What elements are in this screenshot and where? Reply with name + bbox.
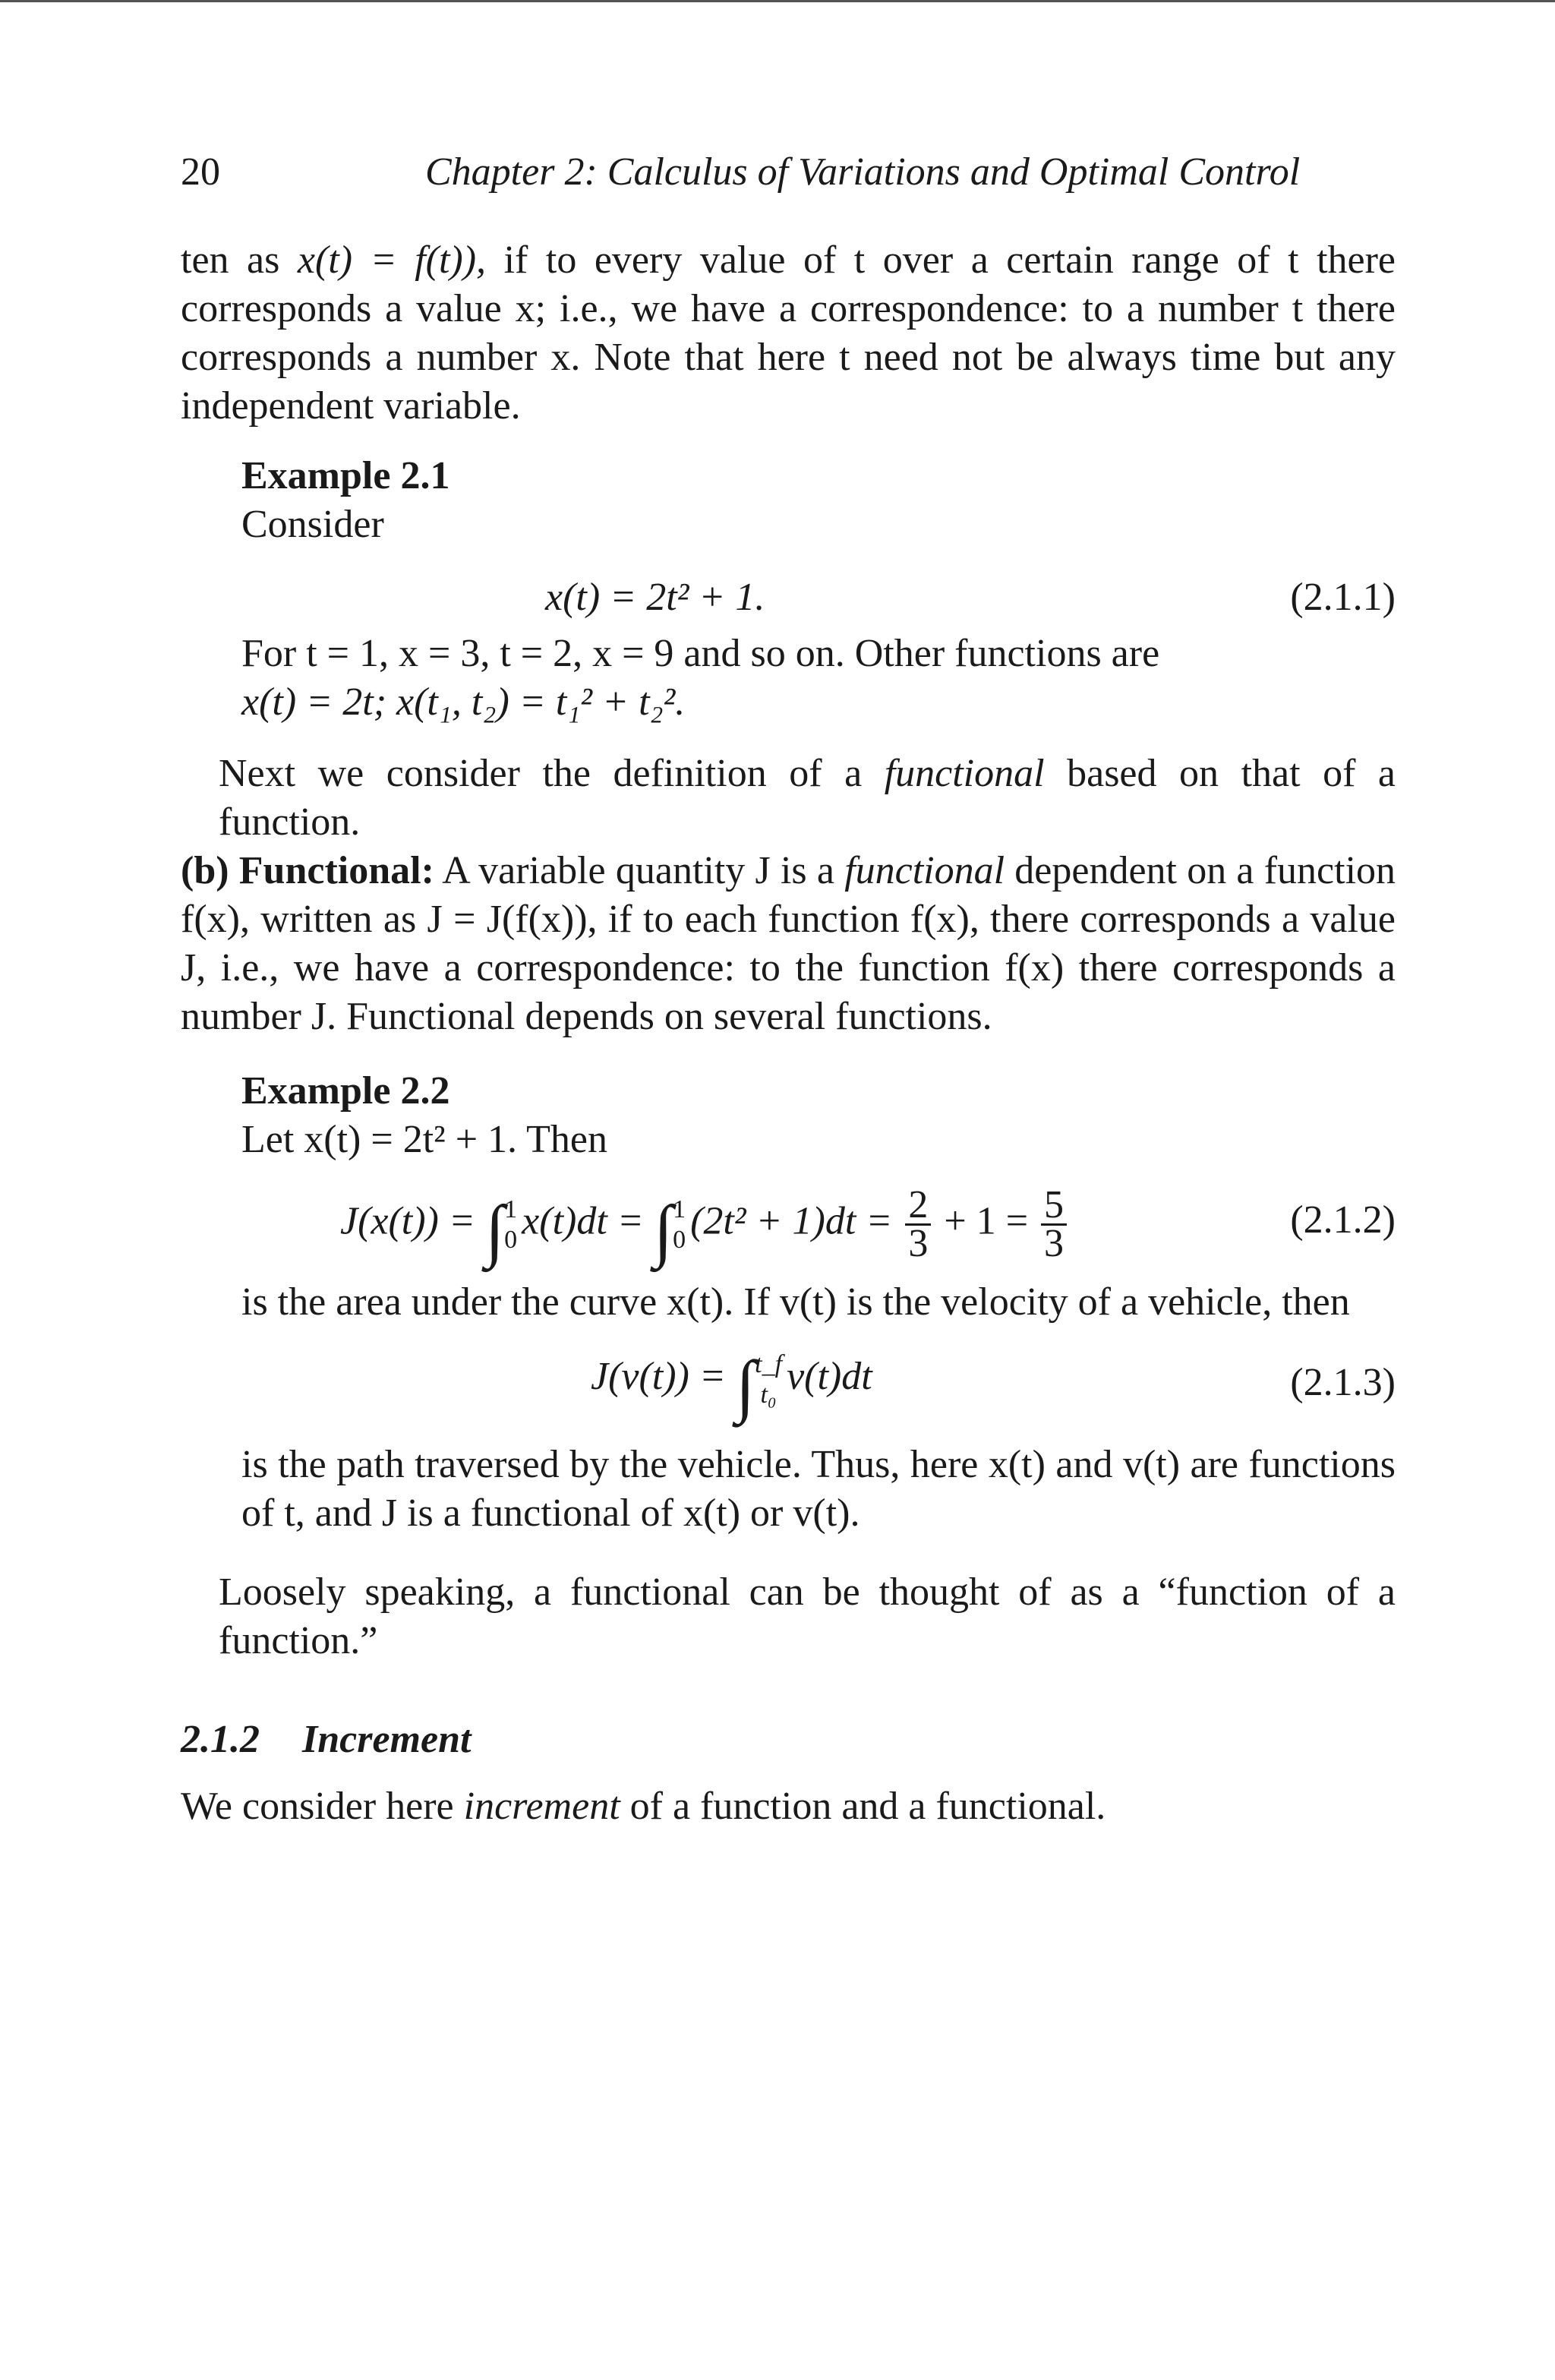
example-2-2-intro: Let x(t) = 2t² + 1. Then xyxy=(241,1118,607,1161)
para5-pre: We consider here xyxy=(181,1785,464,1828)
paragraph-function-definition xyxy=(181,236,1396,431)
para3-t1: A variable quantity J is a xyxy=(434,849,845,892)
para2-post: based on that of a function. xyxy=(219,752,1396,844)
int2-limits xyxy=(673,1195,686,1255)
int3-body: v(t)dt xyxy=(787,1354,872,1398)
paragraph-loosely-speaking: Loosely speaking, a functional can be thought of as a “function of a function.” xyxy=(219,1570,1396,1662)
para2-emph: functional xyxy=(884,752,1045,795)
integral-sign: ∫ xyxy=(735,1346,755,1424)
int1-lower: 0 xyxy=(504,1225,518,1254)
frac1-den: 3 xyxy=(908,1222,929,1265)
integral-sign: ∫ xyxy=(484,1191,505,1269)
equation-2-1-1-number: (2.1.1) xyxy=(1290,576,1396,619)
para1-post: if to every value of t over a certain range of t there corresponds a value x; i.e., we have a correspondence: to a number t there corresponds a number x. Note that here t need not be always time but any independent variable. xyxy=(181,238,1396,428)
integral-sign: ∫ xyxy=(653,1191,673,1269)
equation-2-1-2 xyxy=(241,1164,1396,1278)
int1-body: x(t)dt = xyxy=(522,1199,654,1243)
int3-lower: t₀ xyxy=(760,1381,777,1409)
running-title: Chapter 2: Calculus of Variations and Optimal Control xyxy=(425,150,1301,194)
section-number: 2.1.2 xyxy=(181,1718,260,1761)
example-2-1-intro: Consider xyxy=(241,503,384,546)
frac2-num: 5 xyxy=(1041,1187,1067,1226)
equation-2-1-2-number: (2.1.2) xyxy=(1290,1198,1396,1242)
int2-body: (2t² + 1)dt = xyxy=(690,1199,903,1243)
paragraph-increment xyxy=(181,1782,1396,1831)
equation-2-1-1-body: x(t) = 2t² + 1. xyxy=(545,576,765,619)
para2-pre: Next we consider the definition of a xyxy=(219,752,885,795)
frac1-num: 2 xyxy=(905,1187,931,1226)
paragraph-functional-definition xyxy=(181,847,1396,1041)
plus-one: + 1 = xyxy=(934,1199,1039,1243)
fraction-2-3 xyxy=(905,1183,931,1265)
page-header xyxy=(181,148,1396,201)
equation-2-1-3-number: (2.1.3) xyxy=(1290,1361,1396,1404)
int2-upper: 1 xyxy=(673,1195,686,1223)
example-2-1-after-line1: For t = 1, x = 3, t = 2, x = 9 and so on. Other functions are xyxy=(241,632,1160,675)
example-2-1-title: Example 2.1 xyxy=(241,454,450,497)
section-heading xyxy=(181,1716,1396,1764)
eq3-lhs: J(v(t)) = xyxy=(591,1354,736,1398)
example-2-1-after-line2: x(t) = 2t; x(t₁, t₂) = t₁² + t₂². xyxy=(241,680,686,724)
para5-emph: increment xyxy=(463,1785,620,1828)
para1-pre: ten as xyxy=(181,238,298,282)
paragraph-next-definition xyxy=(219,750,1396,847)
fraction-5-3 xyxy=(1041,1183,1067,1265)
page-top-rule xyxy=(0,0,1555,2)
functional-label: (b) Functional: xyxy=(181,849,434,892)
eq2-lhs: J(x(t)) = xyxy=(340,1199,485,1243)
para3-emph: functional xyxy=(844,849,1005,892)
equation-2-1-2-body xyxy=(340,1183,1070,1269)
int1-limits xyxy=(504,1195,517,1255)
section-title: Increment xyxy=(302,1718,472,1761)
equation-2-1-1 xyxy=(241,560,1396,630)
example-2-2-after: is the area under the curve x(t). If v(t) is the velocity of a vehicle, then xyxy=(241,1280,1350,1324)
int2-lower: 0 xyxy=(673,1225,686,1254)
example-2-2-title: Example 2.2 xyxy=(241,1069,450,1113)
int3-upper: t_f xyxy=(755,1350,783,1378)
frac2-den: 3 xyxy=(1044,1222,1065,1265)
int1-upper: 1 xyxy=(504,1195,518,1223)
example-2-2 xyxy=(241,1067,1396,1538)
para1-math: x(t) = f(t)), xyxy=(297,238,504,282)
para3-t2: dependent on a function f(x), written as J = J(f(x)), if to each function f(x), there corresponds a value J, i.e., we have a correspondence: to the function f(x) there corresponds a number J. Functional depends on several functions. xyxy=(181,849,1396,1038)
book-page xyxy=(181,148,1396,1831)
para5-post: of a function and a functional. xyxy=(620,1785,1106,1828)
equation-2-1-3 xyxy=(241,1327,1396,1441)
int3-limits xyxy=(755,1349,782,1410)
equation-2-1-3-body xyxy=(591,1346,872,1424)
example-2-1 xyxy=(241,452,1396,727)
page-number: 20 xyxy=(181,150,220,194)
example-2-2-after2: is the path traversed by the vehicle. Thus, here x(t) and v(t) are functions of t, and J is a functional of x(t) or v(t). xyxy=(241,1443,1396,1535)
